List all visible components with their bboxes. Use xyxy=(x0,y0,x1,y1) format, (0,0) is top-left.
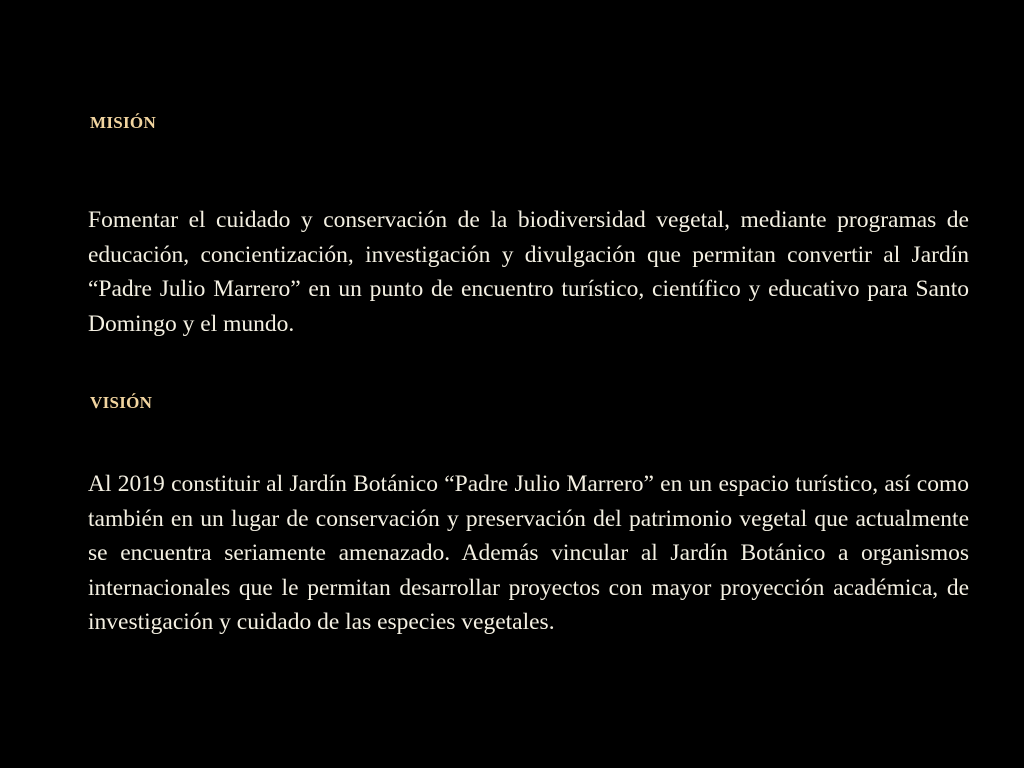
mision-paragraph: Fomentar el cuidado y conservación de la biodiversidad vegetal, mediante programas de educación, concientización, investigación y divulgación que permitan convertir al Jardín “Padre Julio Marrero” en un punto de encuentro turístico, científico y educativo para Santo Domingo y el mundo. xyxy=(88,207,969,337)
vision-paragraph: Al 2019 constituir al Jardín Botánico “Padre Julio Marrero” en un espacio turístico, así como también en un lugar de conservación y preservación del patrimonio vegetal que actualmente se encuentra seriamente amenazado. Además vincular al Jardín Botánico a organismos internacionales que le permitan desarrollar proyectos con mayor proyección académica, de investigación y cuidado de las especies vegetales. xyxy=(88,471,969,635)
mision-heading: MISIÓN xyxy=(90,113,157,132)
vision-heading: VISIÓN xyxy=(90,393,153,412)
